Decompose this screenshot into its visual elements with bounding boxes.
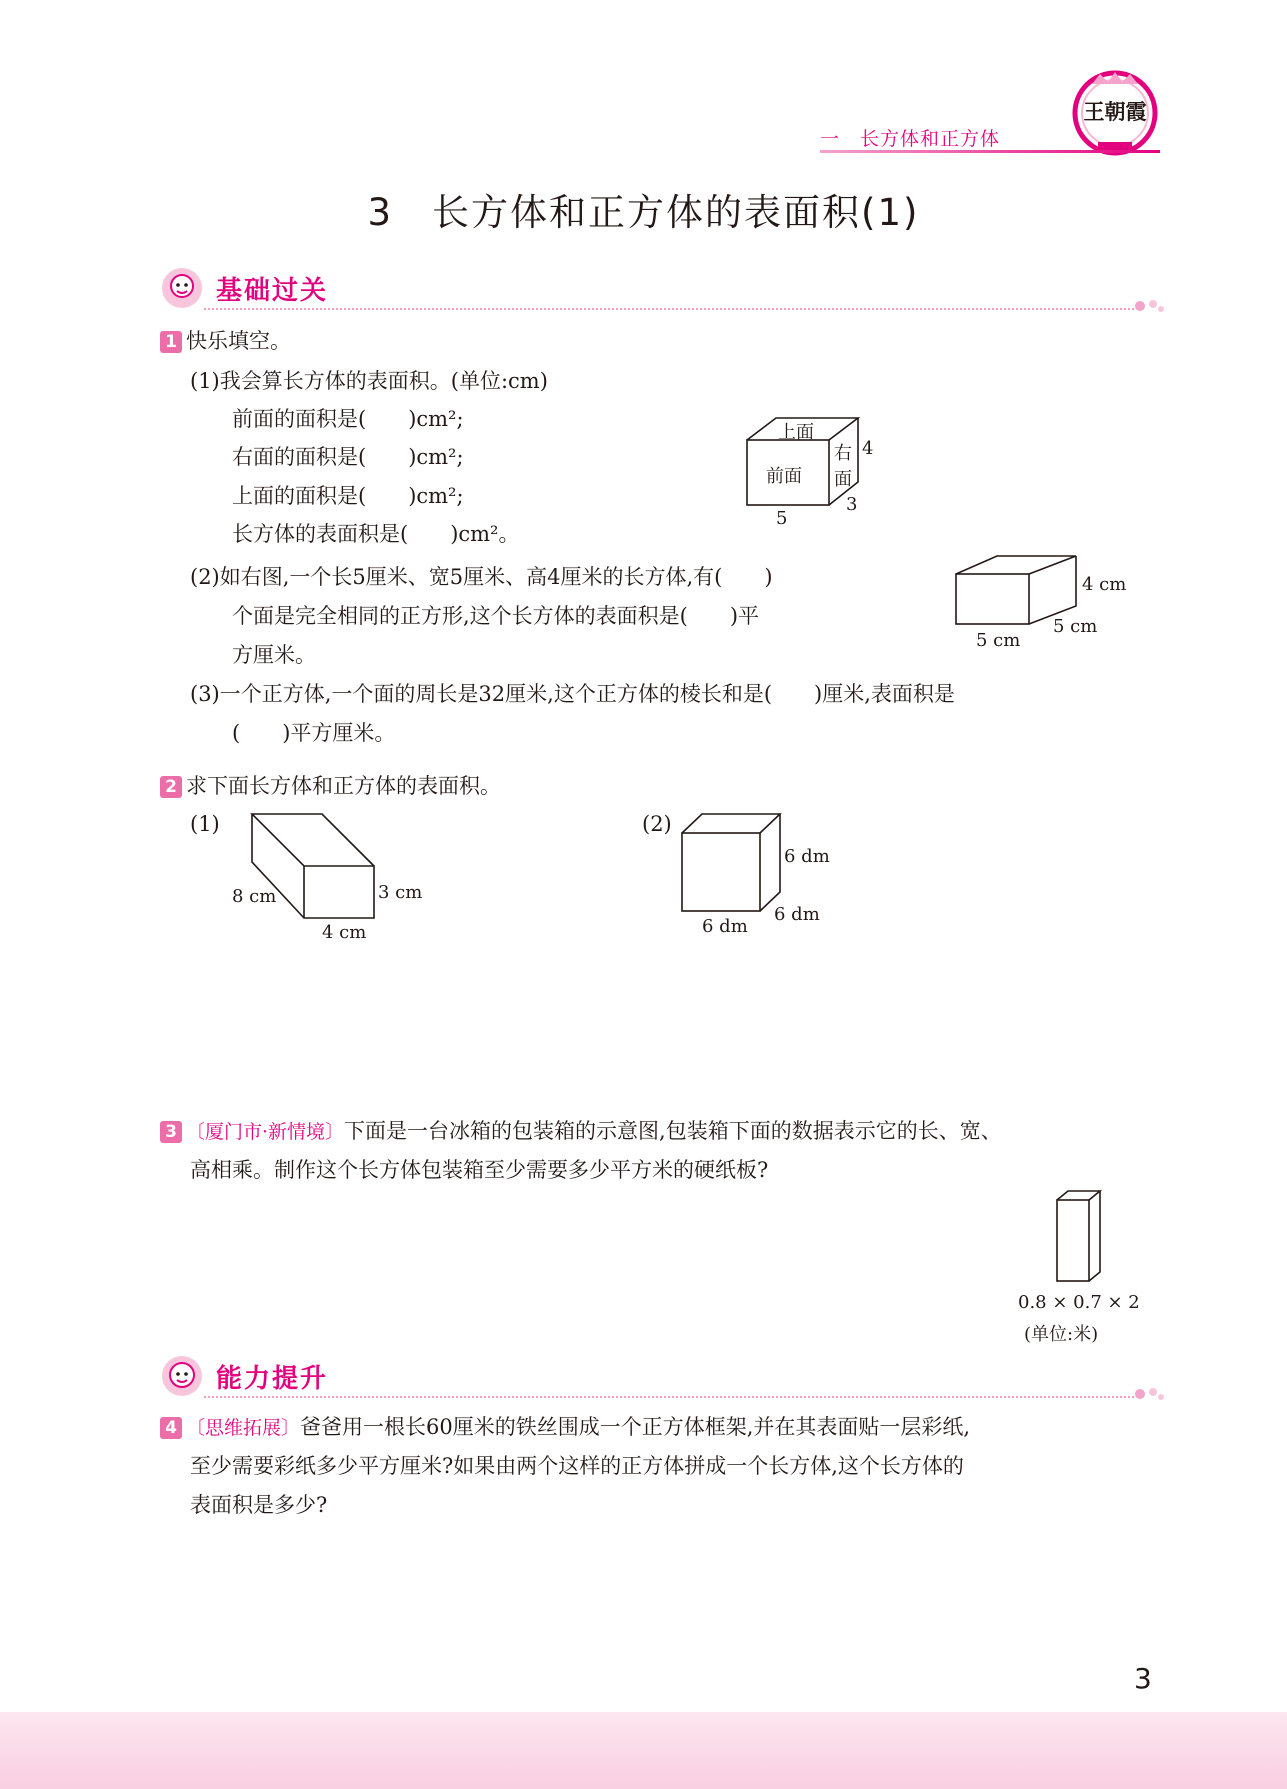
question-number: 1 [160, 331, 182, 353]
dim-width: 5 cm [1053, 616, 1098, 637]
page-number: 3 [1134, 1662, 1152, 1695]
question-4-line3: 表面积是多少? [190, 1493, 328, 1517]
page-title: 3 长方体和正方体的表面积(1) [367, 191, 920, 234]
fridge-box-figure [1054, 1188, 1104, 1284]
dim-height: 4 cm [1082, 574, 1127, 595]
question-number: 2 [160, 776, 182, 798]
question-3-line2: 高相乘。制作这个长方体包装箱至少需要多少平方米的硬纸板? [190, 1158, 769, 1182]
dim-width: 3 [846, 494, 858, 515]
question-tag: 〔厦门市·新情境〕 [186, 1121, 345, 1143]
q1-part1-line: 上面的面积是( )cm²; [232, 484, 464, 508]
face-label-right-b: 面 [834, 469, 852, 490]
question-number: 4 [160, 1417, 182, 1439]
dim-length: 8 cm [232, 886, 277, 907]
dim-height: 6 dm [784, 846, 830, 867]
section-divider-advanced [204, 1396, 1134, 1398]
q1-part3-line: ( )平方厘米。 [232, 721, 396, 745]
q2-part-a-label: (1) [190, 812, 220, 836]
q1-part1-head: (1)我会算长方体的表面积。(单位:cm) [190, 369, 548, 393]
section-icon-basic [160, 266, 204, 314]
q1-part3-line: (3)一个正方体,一个面的周长是32厘米,这个正方体的棱长和是( )厘米,表面积是 [190, 682, 955, 706]
question-text: 爸爸用一根长60厘米的铁丝围成一个正方体框架,并在其表面贴一层彩纸, [300, 1415, 971, 1439]
dots-decoration [1134, 298, 1164, 318]
q1-part1-line: 右面的面积是( )cm²; [232, 445, 464, 469]
dim-length: 5 cm [976, 630, 1021, 651]
chapter-label: 一 长方体和正方体 [820, 128, 1001, 150]
dim-length: 5 [776, 508, 788, 529]
dim-width: 4 cm [322, 922, 367, 943]
footer-band [0, 1712, 1287, 1789]
q1-part2-line: 方厘米。 [232, 643, 316, 667]
q1-part1-line: 前面的面积是( )cm²; [232, 407, 464, 431]
question-1-stem [160, 322, 291, 360]
section-title-basic: 基础过关 [216, 276, 329, 306]
question-text: 下面是一台冰箱的包装箱的示意图,包装箱下面的数据表示它的长、宽、 [344, 1119, 1002, 1143]
question-3-line1 [160, 1112, 1002, 1151]
dim-height: 3 cm [378, 882, 423, 903]
cuboid-figure-1 [740, 410, 880, 535]
section-icon-advanced [160, 1354, 204, 1402]
logo-text: 王朝霞 [1083, 99, 1147, 124]
face-label-front: 前面 [766, 466, 802, 487]
question-text: 求下面长方体和正方体的表面积。 [186, 774, 501, 798]
section-title-advanced: 能力提升 [216, 1364, 329, 1394]
logo-badge [1072, 70, 1158, 156]
box-unit: (单位:米) [1024, 1324, 1099, 1345]
cube-figure [678, 810, 784, 916]
q1-part1-line: 长方体的表面积是( )cm²。 [232, 522, 520, 546]
dim-width: 6 dm [774, 904, 820, 925]
question-tag: 〔思维拓展〕 [186, 1417, 301, 1439]
face-label-top: 上面 [778, 422, 814, 443]
section-divider-basic [204, 308, 1134, 310]
dots-decoration [1134, 1386, 1164, 1406]
chapter-underline [820, 150, 1160, 153]
box-dimensions: 0.8 × 0.7 × 2 [1018, 1292, 1140, 1313]
q1-part2-line: (2)如右图,一个长5厘米、宽5厘米、高4厘米的长方体,有( ) [190, 565, 773, 589]
face-label-right-a: 右 [834, 443, 852, 464]
question-4-line1 [160, 1408, 970, 1447]
question-4-line2: 至少需要彩纸多少平方厘米?如果由两个这样的正方体拼成一个长方体,这个长方体的 [190, 1454, 964, 1478]
question-number: 3 [160, 1121, 182, 1143]
q2-part-b-label: (2) [642, 812, 672, 836]
dim-length: 6 dm [702, 916, 748, 937]
question-text: 快乐填空。 [186, 329, 291, 353]
dim-height: 4 [862, 438, 874, 459]
q1-part2-line: 个面是完全相同的正方形,这个长方体的表面积是( )平 [232, 604, 760, 628]
question-2-stem [160, 767, 501, 805]
